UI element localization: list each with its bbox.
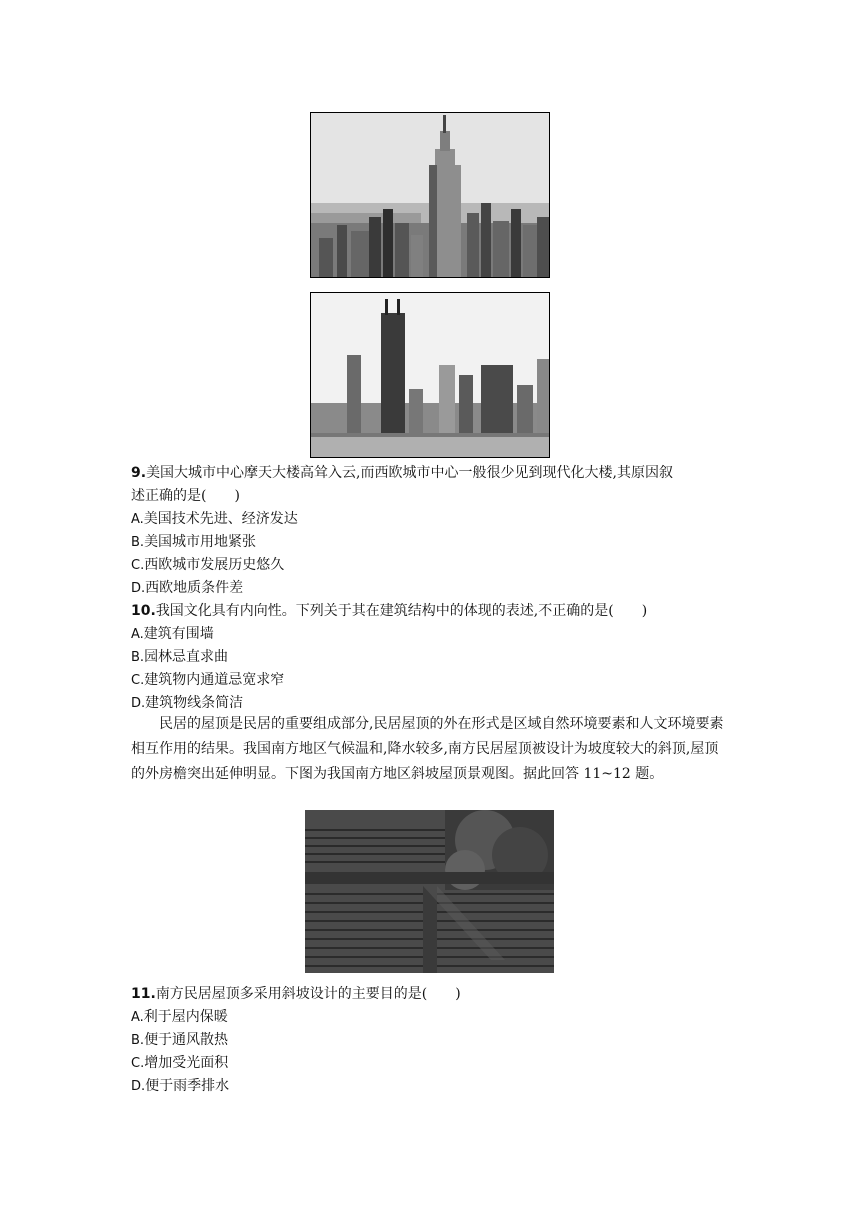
- option-text: 建筑物线条简洁: [145, 695, 244, 711]
- option-c: [131, 554, 731, 577]
- question-9-stem-continued: 述正确的是( ): [131, 488, 240, 504]
- option-d: [131, 577, 731, 600]
- option-letter: C.: [131, 558, 145, 573]
- sloped-roof-photo: [305, 810, 554, 973]
- option-letter: B.: [131, 650, 145, 665]
- option-letter: C.: [131, 1056, 145, 1071]
- option-letter: A.: [131, 512, 144, 527]
- option-letter: C.: [131, 673, 145, 688]
- option-b: [131, 531, 731, 554]
- option-c: [131, 1052, 731, 1075]
- chicago-skyline-photo: [310, 292, 550, 458]
- option-text: 美国技术先进、经济发达: [143, 511, 298, 527]
- option-letter: D.: [131, 696, 146, 711]
- reading-passage: 民居的屋顶是民居的重要组成部分,民居屋顶的外在形式是区域自然环境要素和人文环境要素相互作用的结果。我国南方地区气候温和,降水较多,南方民居屋顶被设计为坡度较大的斜顶,屋顶的外房檐突出延伸明显。下图为我国南方地区斜坡屋顶景观图。据此回答 11~12 题。: [131, 716, 724, 782]
- option-text: 西欧地质条件差: [145, 580, 244, 596]
- option-text: 建筑物内通道忌宽求窄: [144, 672, 285, 688]
- option-text: 便于通风散热: [144, 1032, 229, 1048]
- option-letter: A.: [131, 627, 144, 642]
- option-b: [131, 646, 731, 669]
- option-b: [131, 1029, 731, 1052]
- option-d: [131, 1075, 731, 1098]
- option-text: 西欧城市发展历史悠久: [144, 557, 285, 573]
- option-text: 便于雨季排水: [145, 1078, 230, 1094]
- new-york-skyline-photo: [310, 112, 550, 278]
- question-stem-text: 美国大城市中心摩天大楼高耸入云,而西欧城市中心一般很少见到现代化大楼,其原因叙: [146, 465, 673, 481]
- option-c: [131, 669, 731, 692]
- option-text: 美国城市用地紧张: [144, 534, 257, 550]
- question-number: 10.: [131, 603, 156, 619]
- option-letter: A.: [131, 1010, 144, 1025]
- question-number: 11.: [131, 986, 156, 1002]
- option-a: [131, 623, 731, 646]
- option-text: 建筑有围墙: [143, 626, 214, 642]
- question-stem-text: 我国文化具有内向性。下列关于其在建筑结构中的体现的表述,不正确的是( ): [155, 603, 648, 619]
- option-letter: D.: [131, 1079, 146, 1094]
- question-10-stem: [131, 600, 731, 623]
- option-text: 园林忌直求曲: [144, 649, 229, 665]
- option-a: [131, 508, 731, 531]
- option-text: 利于屋内保暖: [143, 1009, 228, 1025]
- question-11: [131, 983, 731, 1098]
- question-9: [131, 462, 731, 600]
- option-a: [131, 1006, 731, 1029]
- option-letter: B.: [131, 535, 145, 550]
- question-10: [131, 600, 731, 715]
- question-number: 9.: [131, 465, 147, 481]
- question-11-stem: [131, 983, 731, 1006]
- question-stem-text: 南方民居屋顶多采用斜坡设计的主要目的是( ): [155, 986, 461, 1002]
- option-letter: B.: [131, 1033, 145, 1048]
- question-9-stem: [131, 462, 731, 485]
- option-text: 增加受光面积: [144, 1055, 229, 1071]
- option-letter: D.: [131, 581, 146, 596]
